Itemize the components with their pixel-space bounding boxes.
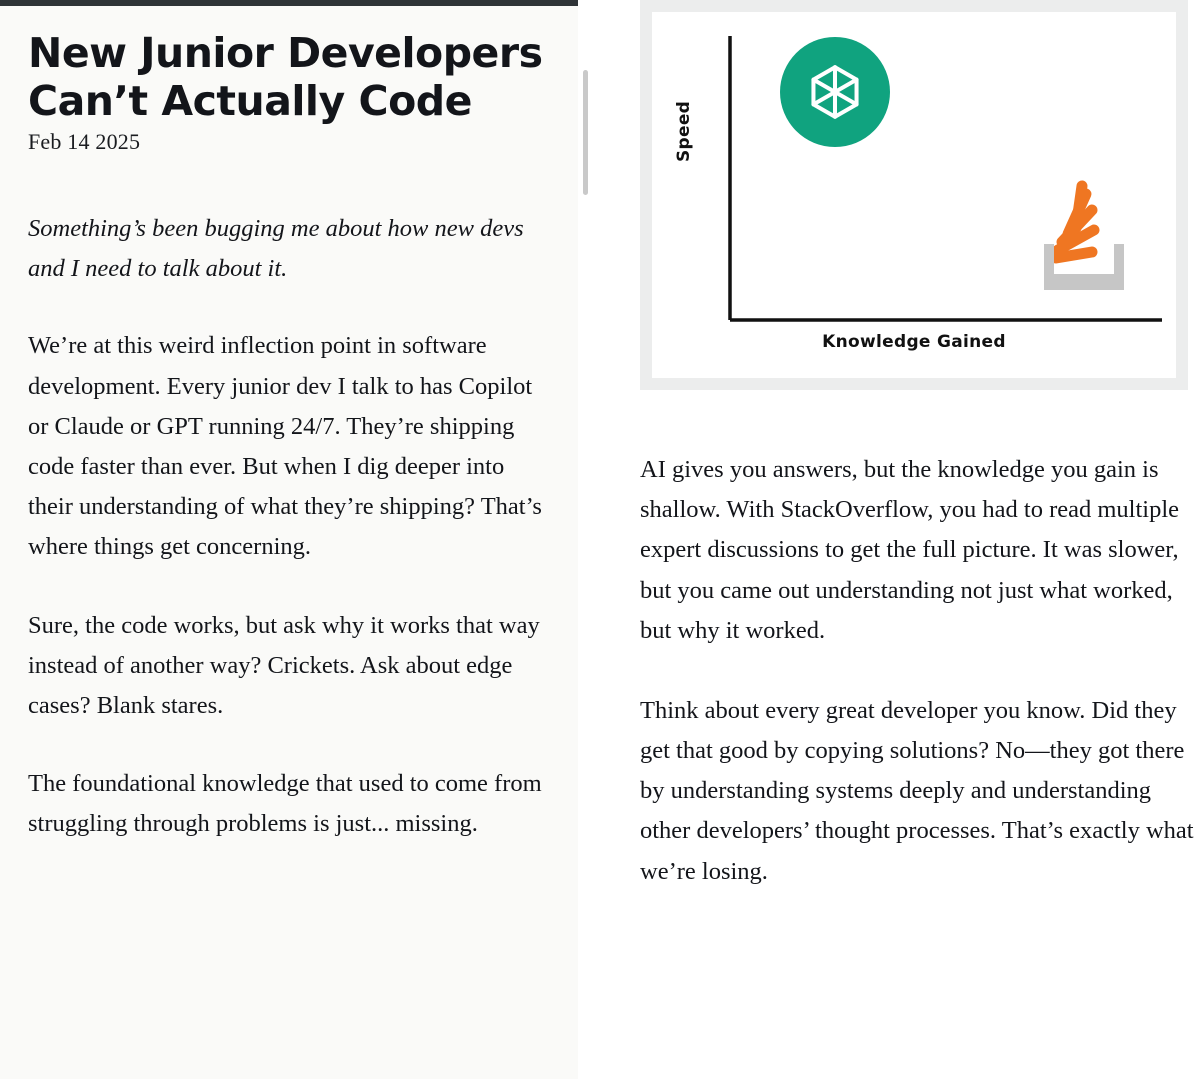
article-paragraph: AI gives you answers, but the knowledge you gain is shallow. With StackOverflow, you had to read multiple expert discussions to get the full picture. It was slower, but you came out understanding not just what worked, but why it worked. [640,456,1180,644]
article-paragraph: The foundational knowledge that used to come from struggling through problems is just... missing. [28,770,542,838]
open-book-icon [1044,186,1124,290]
openai-logo-icon [780,37,890,147]
article-paragraph: We’re at this weird inflection point in software development. Every junior dev I talk to has Copilot or Claude or GPT running 24/7. They’re shipping code faster than ever. But when I dig deeper into their understanding of what they’re shipping? That’s where things get concerning. [28,332,542,561]
y-axis-label: Speed [674,100,694,162]
right-column [600,0,1200,1079]
article-lede: Something’s been bugging me about how new devs and I need to talk about it. [28,215,524,282]
x-axis-label: Knowledge Gained [822,332,1006,352]
chart-svg [652,12,1176,378]
article-column [0,6,578,1079]
article-paragraph: Think about every great developer you know. Did they get that good by copying solutions? No—they got there by understanding systems deeply and understanding other developers’ thought processes. That’s exactly what we’re losing. [640,696,1194,885]
scrollbar-thumb[interactable] [583,70,588,195]
article-date: Feb 14 2025 [28,129,141,155]
figure-card [640,0,1188,390]
page-title: New Junior Developers Can’t Actually Code [28,29,543,125]
vertical-scrollbar[interactable] [583,70,588,1079]
chart-area [652,12,1176,378]
article-paragraph: Sure, the code works, but ask why it works that way instead of another way? Crickets. Ask about edge cases? Blank stares. [28,611,540,719]
